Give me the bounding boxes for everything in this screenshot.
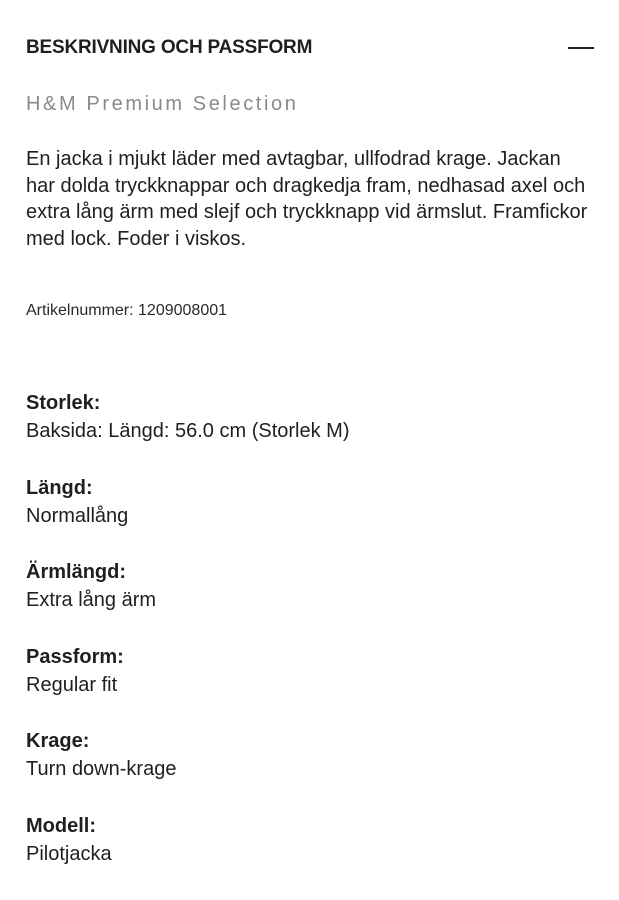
spec-sleeve-length — [26, 559, 594, 644]
brand-name: H&M Premium Selection — [26, 93, 299, 115]
spec-value: Extra lång ärm — [26, 589, 157, 611]
product-description: En jacka i mjukt läder med avtagbar, ullfodrad krage. Jackan har dolda tryckknappar och dragkedja fram, nedhasad axel och extra lång ärm med slejf och tryckknapp vid ärmslut. Framfickor med lock. Foder i viskos. — [26, 148, 588, 250]
spec-value: Regular fit — [26, 673, 118, 696]
spec-collar — [26, 728, 594, 813]
article-number: Artikelnummer: 1209008001 — [26, 302, 228, 319]
spec-label: Storlek: — [26, 392, 101, 414]
spec-value: Baksida: Längd: 56.0 cm (Storlek M) — [26, 420, 350, 442]
spec-label: Längd: — [26, 476, 93, 499]
spec-value: Pilotjacka — [26, 842, 112, 865]
spec-value: Turn down-krage — [26, 758, 177, 780]
spec-label: Ärmlängd: — [26, 561, 126, 583]
spec-list — [26, 390, 594, 897]
description-section-header[interactable] — [26, 34, 594, 62]
spec-fit — [26, 644, 594, 729]
spec-value: Normallång — [26, 504, 129, 527]
spec-length — [26, 475, 594, 560]
spec-label: Modell: — [26, 814, 96, 837]
spec-model — [26, 813, 594, 898]
spec-label: Krage: — [26, 730, 90, 752]
minus-icon[interactable] — [568, 38, 594, 58]
spec-size — [26, 390, 594, 475]
section-title: BESKRIVNING OCH PASSFORM — [26, 37, 313, 58]
spec-label: Passform: — [26, 645, 124, 668]
